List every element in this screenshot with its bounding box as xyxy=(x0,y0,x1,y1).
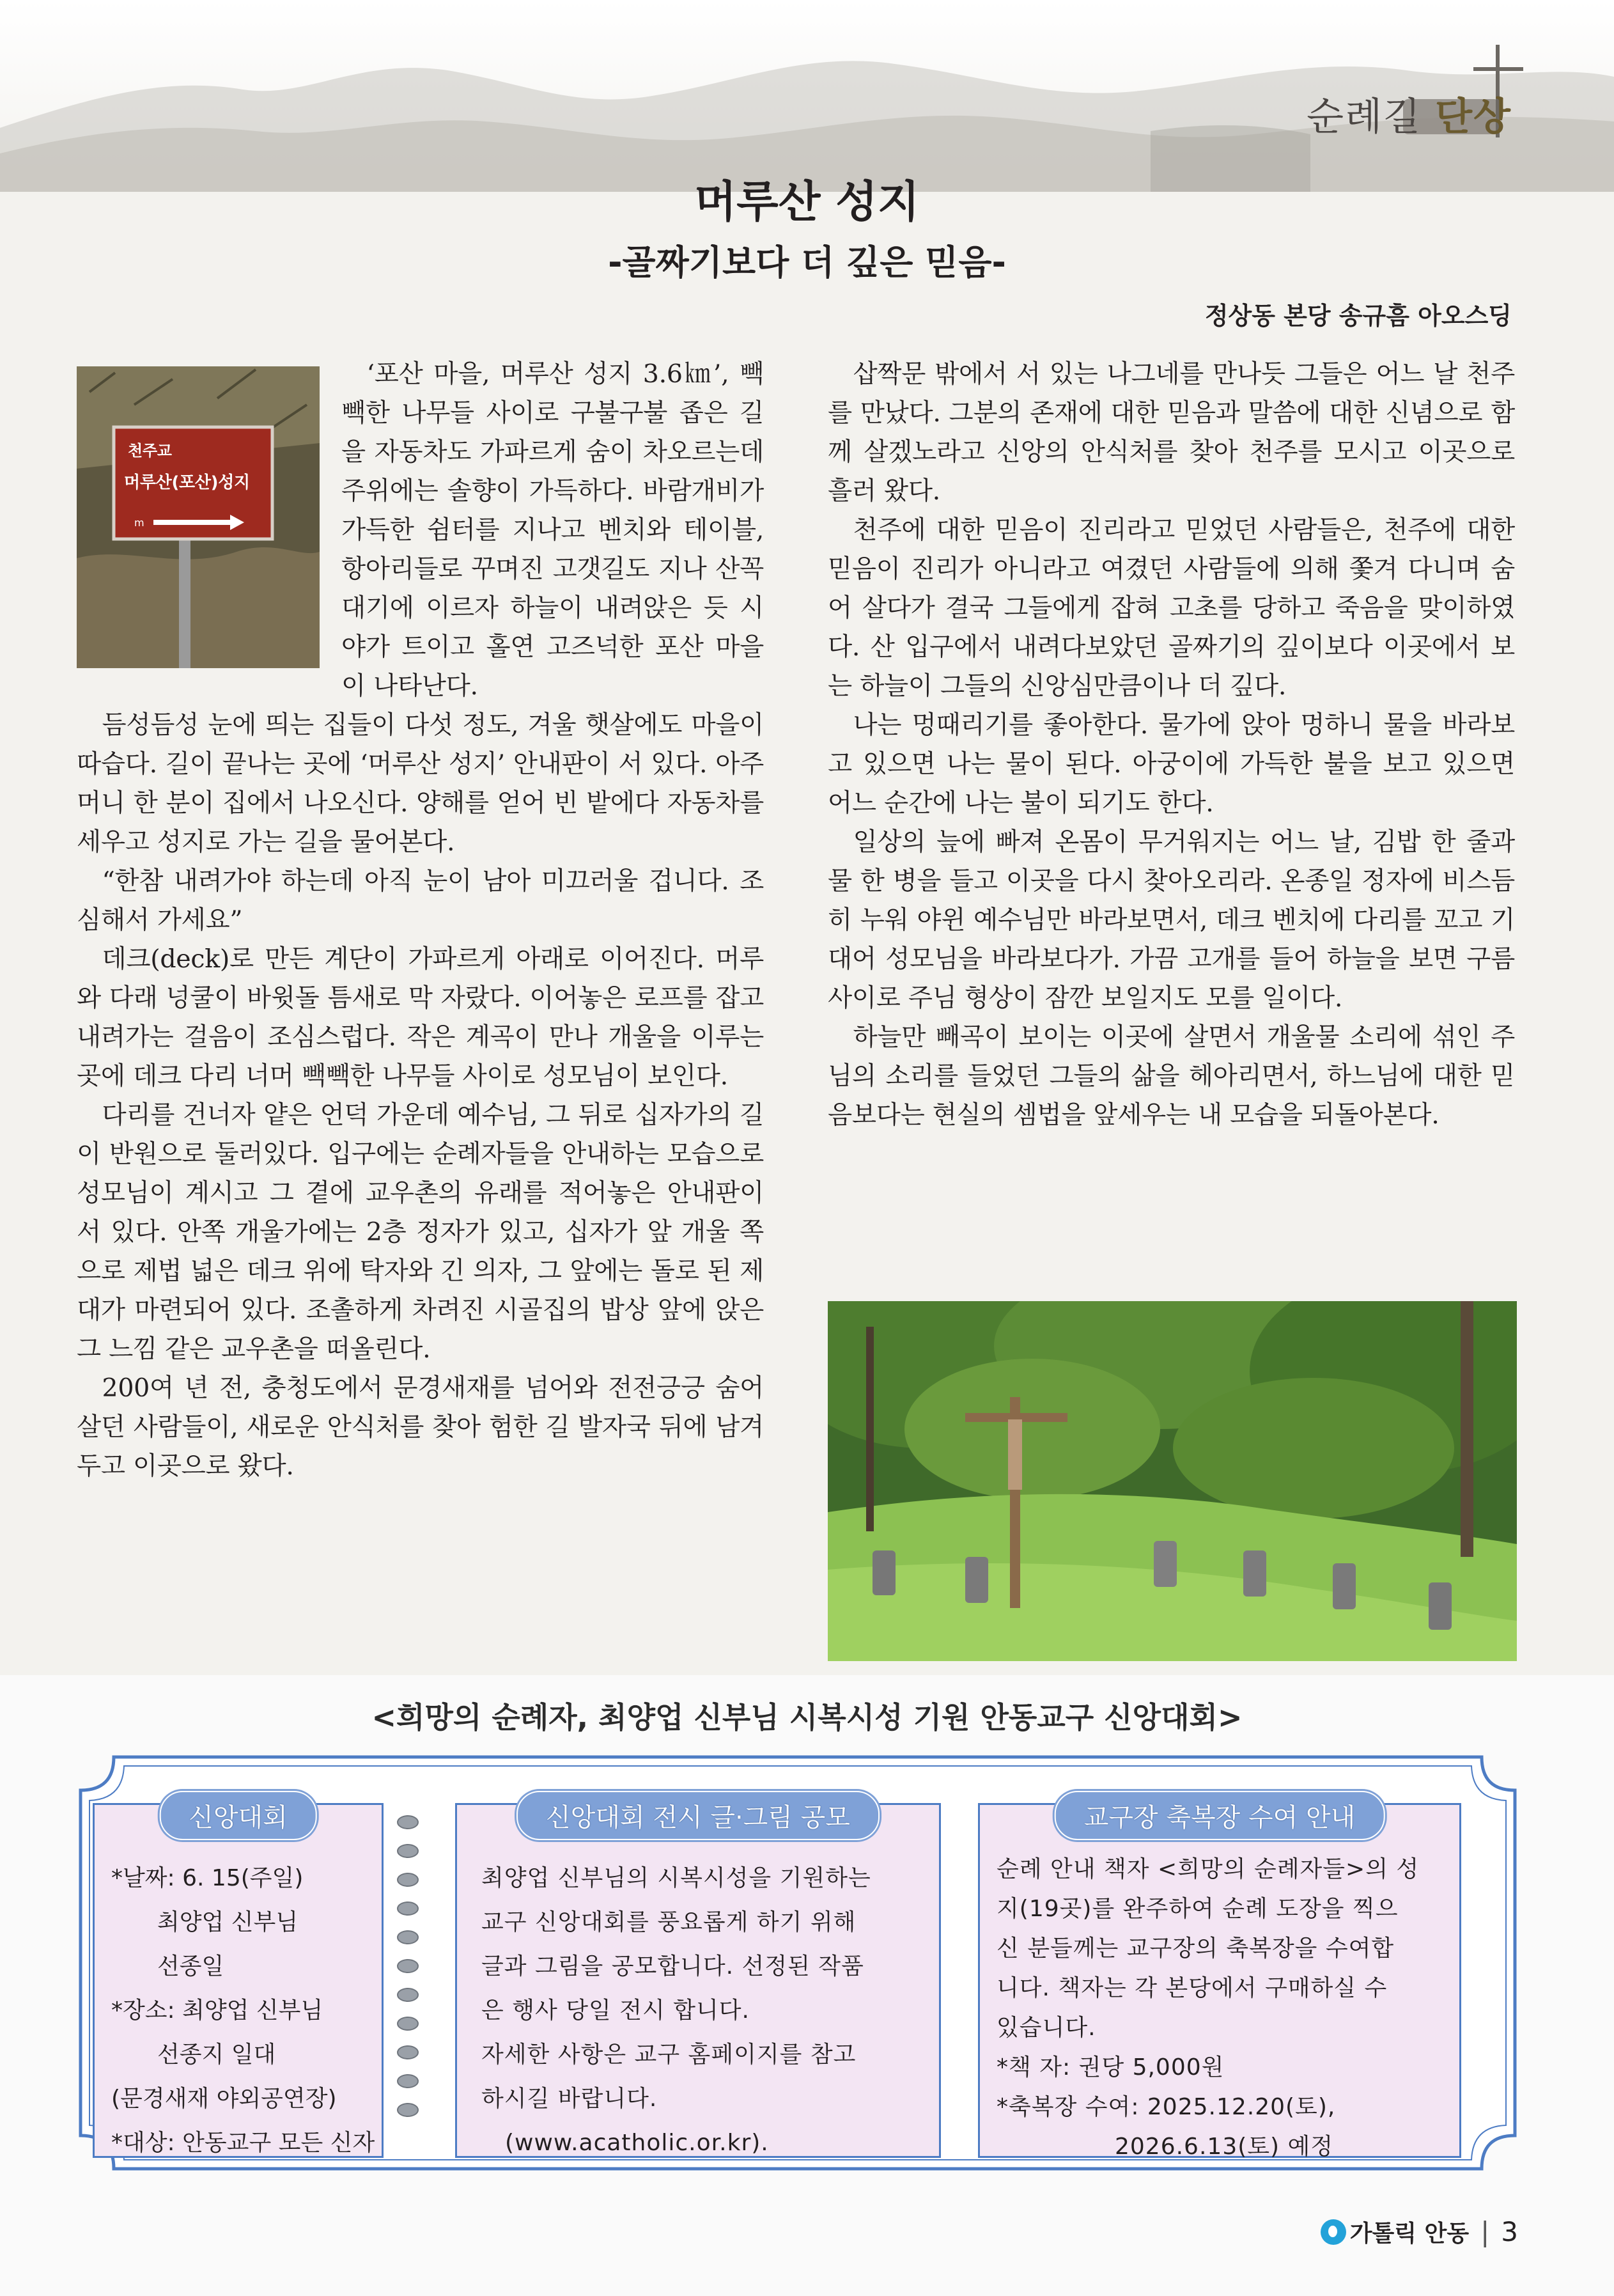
sign-line-2: 머루산(포산)성지 xyxy=(124,473,250,492)
page-number: 3 xyxy=(1501,2216,1518,2247)
paragraph: 다리를 건너자 얕은 언덕 가운데 예수님, 그 뒤로 십자가의 길이 반원으로 둘러있다. 입구에는 순례자들을 안내하는 모습으로 성모님이 계시고 그 곁에 교우촌의 유래를 적어놓은 안내판이 서 있다. 안쪽 개울가에는 2층 정자가 있고, 십자가 앞 개울 쪽으로 제법 넓은 데크 위에 탁자와 긴 의자, 그 앞에는 돌로 된 제대가 마련되어 있다. 조촐하게 차려진 시골집의 밥상 앞에 앉은 그 느낌 같은 교우촌을 떠올린다. xyxy=(77,1100,764,1364)
stations-of-cross-photo xyxy=(828,1301,1517,1661)
shrine-sign-photo xyxy=(77,366,320,668)
faith-rally-card xyxy=(93,1803,384,2158)
publication-name: 가톨릭 안동 xyxy=(1349,2221,1470,2247)
card-line: 2026.6.13(토) 예정 xyxy=(997,2134,1334,2160)
card-line: 최양업 신부님의 시복시성을 기원하는 xyxy=(481,1865,871,1891)
card-line: *축복장 수여: 2025.12.20(토), xyxy=(997,2094,1336,2120)
paragraph: “한참 내려가야 하는데 아직 눈이 남아 미끄러울 겁니다. 조심해서 가세요” xyxy=(77,866,764,935)
card-title: 신앙대회 전시 글·그림 공모 xyxy=(516,1791,880,1840)
article-subtitle: -골짜기보다 더 깊은 믿음- xyxy=(608,242,1006,283)
article-author: 정상동 본당 송규흠 아오스딩 xyxy=(1204,302,1512,330)
paragraph: 듬성듬성 눈에 띄는 집들이 다섯 정도, 겨울 햇살에도 마을이 따습다. 길이 끝나는 곳에 ‘머루산 성지’ 안내판이 서 있다. 아주머니 한 분이 집에서 나오신다. 양해를 얻어 빈 밭에다 자동차를 세우고 성지로 가는 길을 물어본다. xyxy=(77,710,764,857)
series-label xyxy=(1307,86,1512,141)
page-footer xyxy=(1321,2215,1518,2248)
footer-separator: | xyxy=(1480,2216,1490,2247)
card-line: 순례 안내 책자 <희망의 순례자들>의 성 xyxy=(997,1856,1420,1882)
article-right-column xyxy=(828,355,1515,1135)
article-left-column xyxy=(77,355,764,1486)
card-line: 니다. 책자는 각 본당에서 구매하실 수 xyxy=(997,1975,1388,2001)
series-label-prefix: 순례길 xyxy=(1307,95,1436,139)
card-title: 교구장 축복장 수여 안내 xyxy=(1055,1791,1385,1840)
paragraph: 나는 멍때리기를 좋아한다. 물가에 앉아 멍하니 물을 바라보고 있으면 나는 물이 된다. 아궁이에 가득한 불을 보고 있으면 어느 순간에 나는 불이 되기도 한다. xyxy=(828,710,1515,818)
card-line: *책 자: 권당 5,000원 xyxy=(997,2054,1225,2081)
card-line: 교구 신앙대회를 풍요롭게 하기 위해 xyxy=(481,1909,857,1935)
paragraph: 일상의 늪에 빠져 온몸이 무거워지는 어느 날, 김밥 한 줄과 물 한 병을 들고 이곳을 다시 찾아오리라. 온종일 정자에 비스듬히 누워 야윈 예수님만 바라보면서, 데크 벤치에 다리를 꼬고 기대어 성모님을 바라보다가. 가끔 고개를 들어 하늘을 보면 구름 사이로 주님 형상이 잠깐 보일지도 모를 일이다. xyxy=(828,827,1515,1013)
event-header: <희망의 순례자, 최양업 신부님 시복시성 기원 안동교구 신앙대회> xyxy=(371,1700,1243,1735)
card-line: 자세한 사항은 교구 홈페이지를 참고 xyxy=(481,2042,857,2068)
exhibition-contest-card xyxy=(455,1803,941,2158)
card-body xyxy=(997,1850,1447,2167)
card-line: 최양업 신부님 xyxy=(111,1909,299,1935)
series-label-accent: 단상 xyxy=(1435,95,1512,139)
card-line: 신 분들께는 교구장의 축복장을 수여합 xyxy=(997,1935,1395,1962)
publication-logo-icon xyxy=(1321,2219,1346,2245)
card-body xyxy=(481,1856,926,2165)
card-line: 선종일 xyxy=(111,1953,224,1980)
card-line: 하시길 바랍니다. xyxy=(481,2086,658,2112)
card-line: 선종지 일대 xyxy=(111,2042,276,2068)
card-title: 신앙대회 xyxy=(159,1791,317,1840)
card-line: 있습니다. xyxy=(997,2015,1096,2041)
card-line: *장소: 최양업 신부님 xyxy=(111,1997,323,2024)
paragraph: 하늘만 빼곡이 보이는 이곳에 살면서 개울물 소리에 섞인 주님의 소리를 들었던 그들의 삶을 헤아리면서, 하느님에 대한 믿음보다는 현실의 셈법을 앞세우는 내 모습을 되돌아본다. xyxy=(828,1022,1515,1130)
card-line: (문경새재 야외공연장) xyxy=(111,2086,337,2112)
card-line: 은 행사 당일 전시 합니다. xyxy=(481,1997,750,2024)
card-line: 지(19곳)를 완주하여 순례 도장을 찍으 xyxy=(997,1896,1399,1922)
paragraph: ‘포산 마을, 머루산 성지 3.6㎞’, 빽빽한 나무들 사이로 구불구불 좁은 길을 자동차도 가파르게 숨이 차오르는데 주위에는 솔향이 가득하다. 바람개비가 가득한 쉼터를 지나고 벤치와 테이블, 항아리들로 꾸며진 고갯길도 지나 산꼭대기에 이르자 하늘이 내려앉은 듯 시야가 트이고 홀연 고즈넉한 포산 마을이 나타난다. xyxy=(341,359,764,701)
paragraph: 삽짝문 밖에서 서 있는 나그네를 만나듯 그들은 어느 날 천주를 만났다. 그분의 존재에 대한 믿음과 말씀에 대한 신념으로 함께 살겠노라고 신앙의 안식처를 찾아 천주를 모시고 이곳으로 흘러 왔다. xyxy=(828,359,1515,506)
paragraph: 천주에 대한 믿음이 진리라고 믿었던 사람들은, 천주에 대한 믿음이 진리가 아니라고 여겼던 사람들에 의해 쫓겨 다니며 숨어 살다가 결국 그들에게 잡혀 고초를 당하고 죽음을 맞이하였다. 산 입구에서 내려다보았던 골짜기의 깊이보다 이곳에서 보는 하늘이 그들의 신앙심만큼이나 더 깊다. xyxy=(828,515,1515,701)
sign-line-3: m xyxy=(134,517,144,529)
card-body xyxy=(111,1856,375,2165)
card-line: *날짜: 6. 15(주일) xyxy=(111,1865,304,1891)
card-line: 글과 그림을 공모합니다. 선정된 작품 xyxy=(481,1953,864,1980)
website-link[interactable]: (www.acatholic.or.kr). xyxy=(481,2130,769,2156)
card-line: *대상: 안동교구 모든 신자 xyxy=(111,2130,375,2156)
article-title: 머루산 성지 xyxy=(694,177,920,228)
paragraph: 데크(deck)로 만든 계단이 가파르게 아래로 이어진다. 머루와 다래 넝쿨이 바윗돌 틈새로 막 자랐다. 이어놓은 로프를 잡고 내려가는 걸음이 조심스럽다. 작은 계곡이 만나 개울을 이루는 곳에 데크 다리 너머 빽빽한 나무들 사이로 성모님이 보인다. xyxy=(77,944,764,1091)
blessing-certificate-card xyxy=(978,1803,1461,2158)
paragraph: 200여 년 전, 충청도에서 문경새재를 넘어와 전전긍긍 숨어 살던 사람들이, 새로운 안식처를 찾아 험한 길 발자국 뒤에 남겨두고 이곳으로 왔다. xyxy=(77,1373,764,1481)
sign-line-1: 천주교 xyxy=(128,442,172,460)
